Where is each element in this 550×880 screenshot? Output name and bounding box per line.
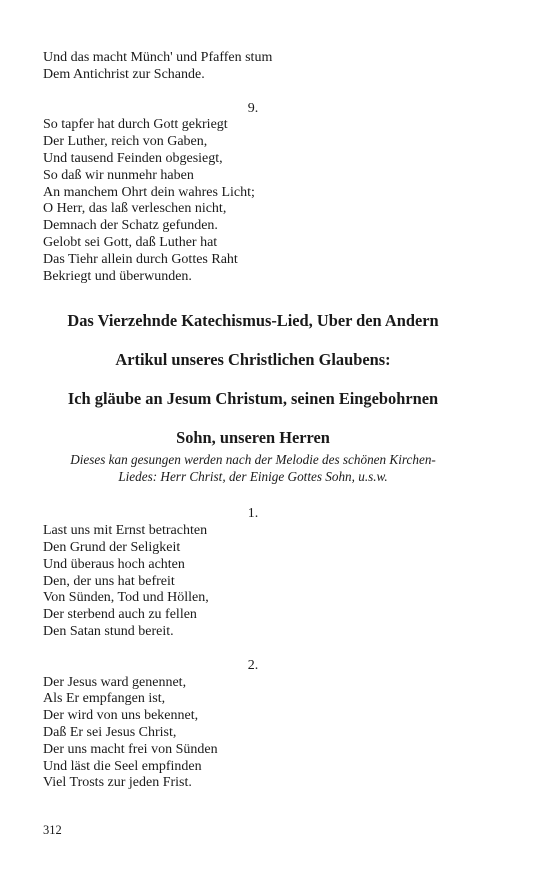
heading-line: Ich gläube an Jesum Christum, seinen Eingebohrnen bbox=[67, 389, 439, 409]
verse-line: Daß Er sei Jesus Christ, bbox=[43, 724, 177, 740]
stanza-8-tail bbox=[43, 50, 463, 84]
verse-line: Viel Trosts zur jeden Frist. bbox=[43, 775, 192, 791]
verse-line: Und tausend Feinden obgesiegt, bbox=[43, 150, 223, 166]
verse-line: Der uns macht frei von Sünden bbox=[43, 741, 218, 757]
verse-line: Last uns mit Ernst betrachten bbox=[43, 523, 208, 539]
melody-note bbox=[43, 452, 463, 485]
verse-line: Das Tiehr allein durch Gottes Raht bbox=[43, 251, 238, 267]
heading-line: Das Vierzehnde Katechismus-Lied, Uber den Andern bbox=[67, 311, 439, 331]
heading-line: Artikul unseres Christlichen Glaubens: bbox=[115, 350, 391, 370]
verse-line: Und das macht Münch' und Pfaffen stum bbox=[43, 50, 273, 65]
page-body bbox=[43, 50, 463, 792]
verse-line: Der sterbend auch zu fellen bbox=[43, 607, 197, 623]
verse-line: Den Satan stund bereit. bbox=[43, 623, 174, 639]
melody-note-line: Liedes: Herr Christ, der Einige Gottes Sohn, u.s.w. bbox=[118, 468, 388, 484]
verse-line: Bekriegt und überwunden. bbox=[43, 268, 192, 284]
verse-line: So daß wir nunmehr haben bbox=[43, 167, 194, 183]
stanza-2 bbox=[43, 658, 463, 792]
stanza-1 bbox=[43, 506, 463, 640]
verse-line: Der wird von uns bekennet, bbox=[43, 708, 199, 724]
stanza-9 bbox=[43, 101, 463, 286]
verse-line: Und läst die Seel empfinden bbox=[43, 758, 202, 774]
verse-line: So tapfer hat durch Gott gekriegt bbox=[43, 117, 228, 133]
verse-line: Dem Antichrist zur Schande. bbox=[43, 66, 205, 82]
verse-line: Als Er empfangen ist, bbox=[43, 691, 166, 707]
heading-line: Sohn, unseren Herren bbox=[176, 428, 330, 448]
verse-line: Den, der uns hat befreit bbox=[43, 573, 175, 589]
verse-line: Demnach der Schatz gefunden. bbox=[43, 218, 218, 234]
verse-line: Der Luther, reich von Gaben, bbox=[43, 134, 208, 150]
verse-line: Von Sünden, Tod und Höllen, bbox=[43, 590, 209, 606]
verse-line: Den Grund der Seligkeit bbox=[43, 539, 181, 555]
stanza-number: 9. bbox=[247, 100, 259, 116]
verse-line: An manchem Ohrt dein wahres Licht; bbox=[43, 184, 255, 200]
page-number: 312 bbox=[43, 823, 62, 837]
verse-line: O Herr, das laß verleschen nicht, bbox=[43, 201, 227, 217]
verse-line: Gelobt sei Gott, daß Luther hat bbox=[43, 234, 218, 250]
verse-line: Und überaus hoch achten bbox=[43, 556, 185, 572]
verse-line: Der Jesus ward genennet, bbox=[43, 674, 187, 690]
song-heading bbox=[43, 311, 463, 448]
stanza-number: 2. bbox=[247, 657, 259, 673]
stanza-number: 1. bbox=[247, 506, 259, 522]
melody-note-line: Dieses kan gesungen werden nach der Melodie des schönen Kirchen- bbox=[70, 452, 436, 468]
